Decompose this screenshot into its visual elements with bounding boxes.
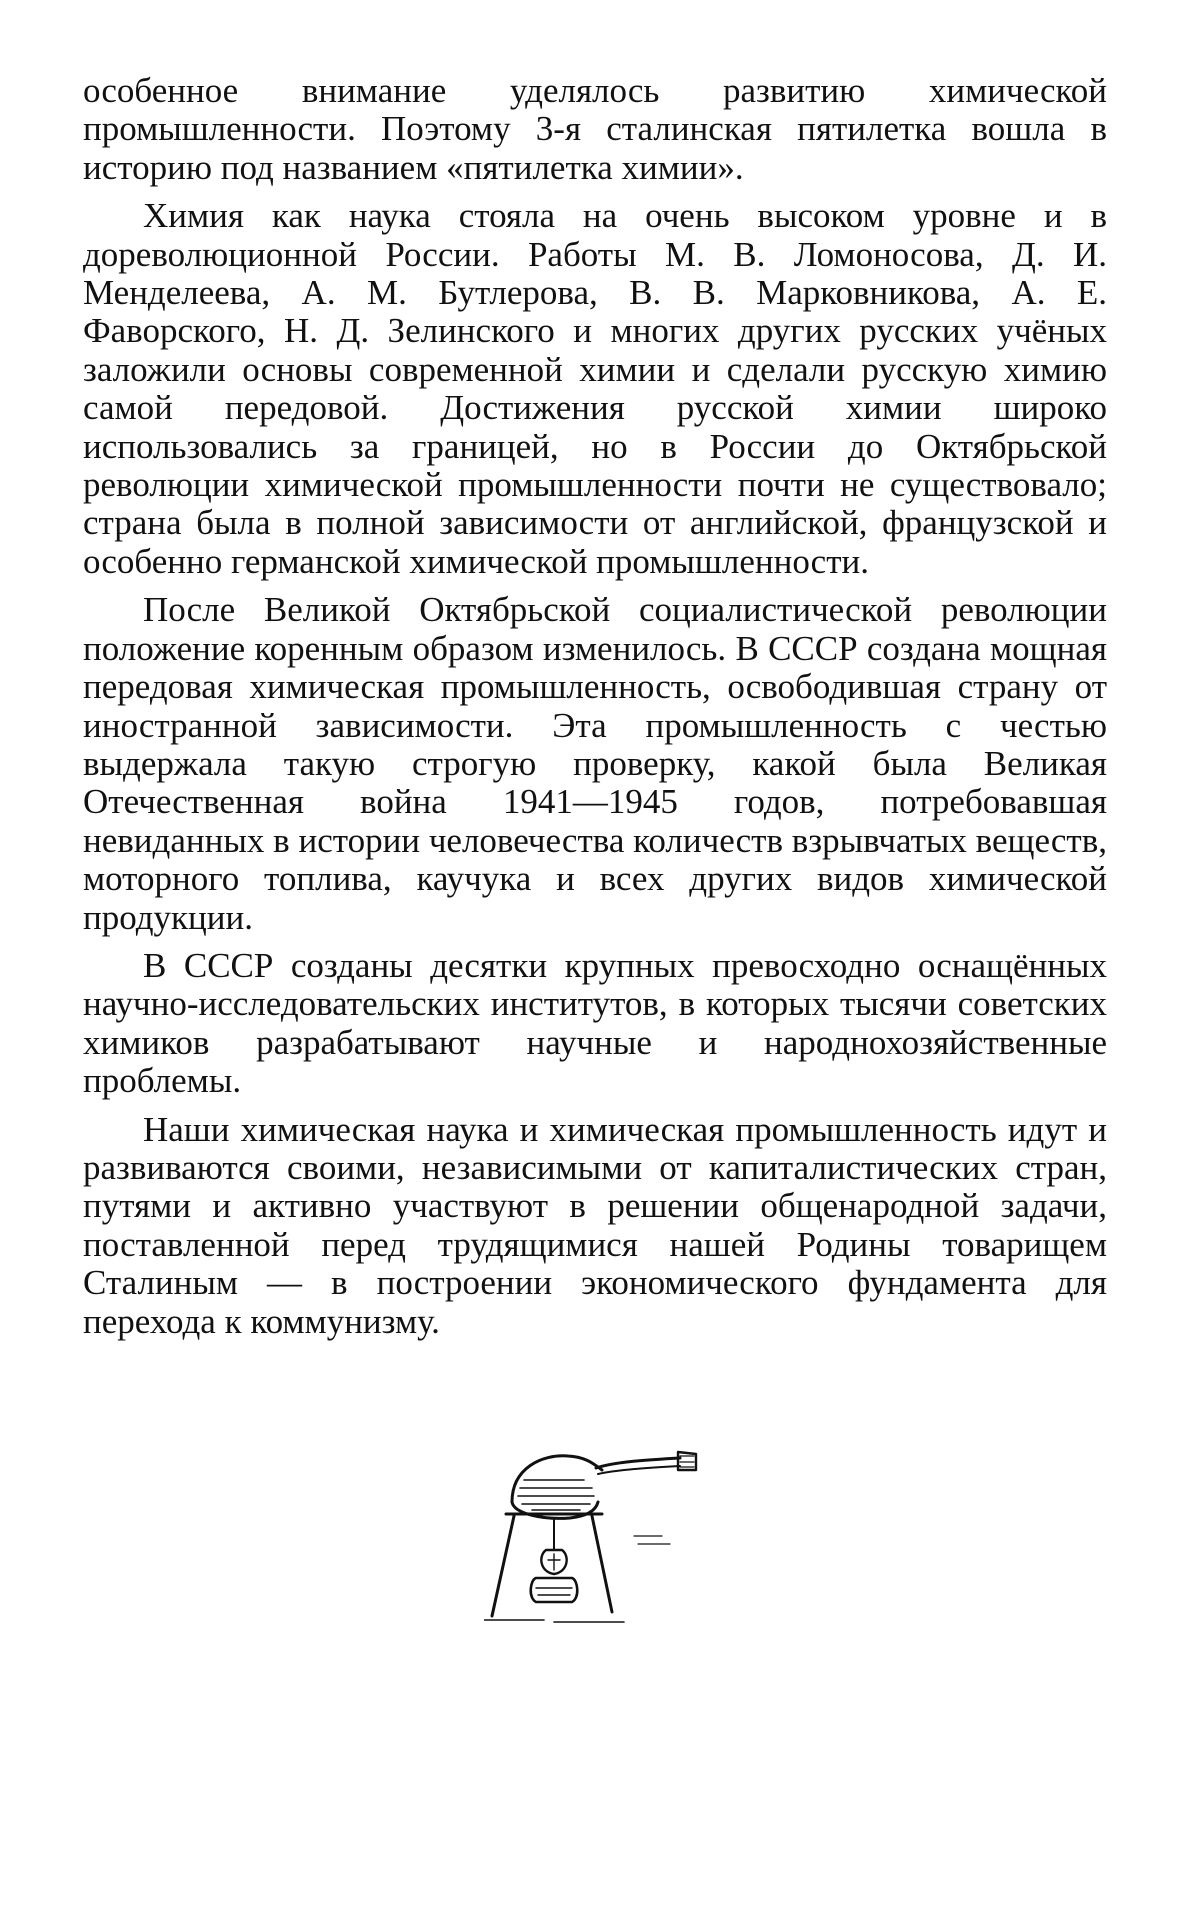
paragraph-conclusion: Наши химическая наука и химическая промышленность идут и развиваются своими, независимыми от капиталистических стран, путями и активно участвуют в решении общенародной задачи, поставленной перед трудящимися нашей Родины товарищем Сталиным — в построении экономического фундамента для перехода к коммунизму.: [83, 1109, 1107, 1341]
page-text: [83, 72, 1107, 1351]
paragraph-after-revolution: После Великой Октябрьской социалистической революции положение коренным образом изменилось. В СССР создана мощная передовая химическая промышленность, освободившая страну от иностранной зависимости. Эта промышленность с честью выдержала такую строгую проверку, какой была Великая Отечественная война 1941—1945 годов, потребовавшая невиданных в истории человечества количеств взрывчатых веществ, моторного топлива, каучука и всех других видов химической продукции.: [83, 590, 1107, 937]
paragraph-research-institutes: В СССР созданы десятки крупных превосходно оснащённых научно-исследовательских институтов, в которых тысячи советских химиков разрабатывают научные и народнохозяйственные проблемы.: [83, 945, 1107, 1101]
paragraph-continuation: особенное внимание уделялось развитию химической промышленности. Поэтому 3-я сталинская пятилетка вошла в историю под названием «пятилетка химии».: [83, 71, 1107, 187]
retort-distillation-icon: [484, 1440, 704, 1640]
paragraph-chemistry-in-russia: Химия как наука стояла на очень высоком уровне и в дореволюционной России. Работы М. В. Ломоносова, Д. И. Менделеева, А. М. Бутлерова, В. В. Марковникова, А. Е. Фаворского, Н. Д. Зелинского и многих других русских учёных заложили основы современной химии и сделали русскую химию самой передовой. Достижения русской химии широко использовались за границей, но в России до Октябрьской революции химической промышленности почти не существовало; страна была в полной зависимости от английской, французской и особенно германской химической промышленности.: [83, 196, 1107, 581]
